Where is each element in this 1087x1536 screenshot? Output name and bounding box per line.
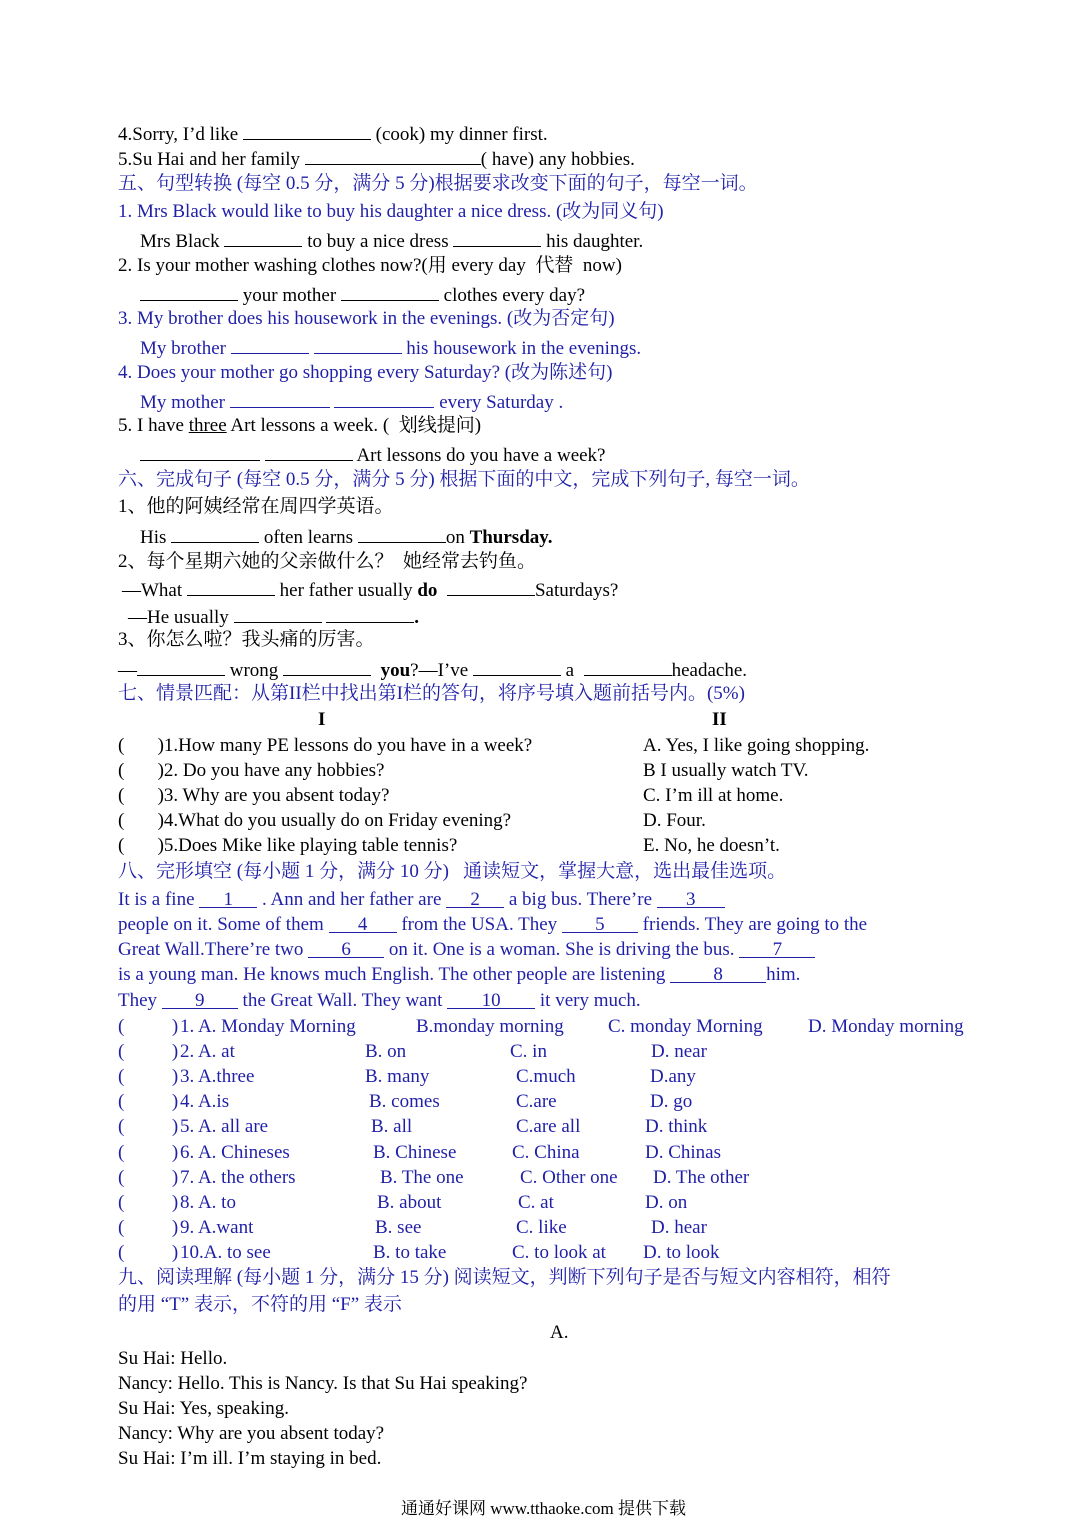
cloze-blank-5[interactable]: 5 bbox=[562, 914, 638, 933]
cloze-blank-7[interactable]: 7 bbox=[739, 939, 815, 958]
p5-q5-answer: Art lessons do you have a week? bbox=[140, 442, 606, 467]
match-right-e: E. No, he doesn’t. bbox=[643, 835, 780, 856]
part8-header: 八、完形填空 (每小题 1 分，满分 10 分) 通读短文，掌握大意，选出最佳选项。 bbox=[118, 861, 787, 882]
answer-bracket[interactable]: ( ) bbox=[118, 1241, 179, 1263]
cloze-line-3: Great Wall.There’re two 6 on it. One is a woman. She is driving the bus. 7 bbox=[118, 939, 815, 961]
dialog-line-5: Su Hai: I’m ill. I’m staying in bed. bbox=[118, 1448, 382, 1469]
p5-q4: 4. Does your mother go shopping every Saturday? (改为陈述句) bbox=[118, 362, 613, 383]
cloze-option[interactable]: C. in bbox=[510, 1041, 547, 1063]
blank[interactable] bbox=[230, 389, 330, 408]
p5-q2: 2. Is your mother washing clothes now?(用 every day 代替 now) bbox=[118, 255, 622, 276]
blank[interactable] bbox=[358, 524, 446, 543]
cloze-option[interactable]: C. like bbox=[516, 1216, 567, 1238]
answer-bracket[interactable]: ( ) bbox=[118, 1166, 179, 1188]
p6-q1: 1、他的阿姨经常在周四学英语。 bbox=[118, 496, 394, 517]
blank[interactable] bbox=[137, 657, 225, 676]
cloze-line-1: It is a fine 1 . Ann and her father are 2 a big bus. There’re 3 bbox=[118, 889, 725, 911]
blank[interactable] bbox=[305, 146, 481, 165]
blank[interactable] bbox=[334, 389, 434, 408]
cloze-option[interactable]: B. on bbox=[365, 1041, 407, 1063]
blank[interactable] bbox=[314, 335, 402, 354]
cloze-option[interactable]: B. The one bbox=[380, 1166, 464, 1188]
dialog-line-2: Nancy: Hello. This is Nancy. Is that Su Hai speaking? bbox=[118, 1373, 528, 1394]
blank[interactable] bbox=[326, 604, 414, 623]
match-right-b: B I usually watch TV. bbox=[643, 760, 809, 781]
cloze-option[interactable]: C. Other one bbox=[520, 1166, 618, 1188]
column-ii-heading: II bbox=[712, 709, 727, 730]
p6-q3: 3、你怎么啦？我头痛的厉害。 bbox=[118, 629, 375, 650]
p6-q3-answer: — wrong you?—I’ve a headache. bbox=[118, 657, 747, 682]
blank[interactable] bbox=[283, 657, 371, 676]
blank[interactable] bbox=[187, 577, 275, 596]
cloze-blank-8[interactable]: 8 bbox=[670, 964, 766, 983]
cloze-option[interactable]: D. The other bbox=[653, 1166, 750, 1188]
p6-q1-answer: His often learns on Thursday. bbox=[140, 524, 552, 549]
cloze-option[interactable]: 1. A. Monday Morning bbox=[180, 1016, 356, 1037]
cloze-option[interactable]: D. hear bbox=[651, 1216, 707, 1238]
cloze-option[interactable]: B. all bbox=[371, 1116, 413, 1138]
blank[interactable] bbox=[171, 524, 259, 543]
blank[interactable] bbox=[243, 121, 371, 140]
p5-q1: 1. Mrs Black would like to buy his daughter a nice dress. (改为同义句) bbox=[118, 201, 664, 222]
cloze-option[interactable]: C. China bbox=[512, 1141, 580, 1163]
blank[interactable] bbox=[265, 442, 353, 461]
cloze-option[interactable]: 10.A. to see bbox=[180, 1241, 271, 1263]
match-left-1[interactable]: ( )1.How many PE lessons do you have in a week? bbox=[118, 735, 533, 756]
blank[interactable] bbox=[224, 228, 302, 247]
cloze-option[interactable]: C. monday Morning bbox=[608, 1016, 763, 1037]
p6-q2-answer-b: —He usually . bbox=[128, 604, 419, 629]
match-left-3[interactable]: ( )3. Why are you absent today? bbox=[118, 785, 390, 806]
blank[interactable] bbox=[447, 577, 535, 596]
dialog-line-1: Su Hai: Hello. bbox=[118, 1348, 228, 1369]
cloze-option[interactable]: 7. A. the others bbox=[180, 1166, 296, 1188]
cloze-option[interactable]: B. many bbox=[365, 1066, 430, 1088]
column-i-heading: I bbox=[318, 709, 326, 730]
cloze-option[interactable]: B. comes bbox=[369, 1091, 440, 1113]
footer-credit: 通通好课网 www.tthaoke.com 提供下载 bbox=[400, 1499, 687, 1518]
cloze-blank-3[interactable]: 3 bbox=[657, 889, 725, 908]
cloze-option[interactable]: B. see bbox=[375, 1216, 422, 1238]
match-right-d: D. Four. bbox=[643, 810, 706, 831]
cloze-line-4: is a young man. He knows much English. The other people are listening 8 him. bbox=[118, 964, 801, 985]
answer-bracket[interactable]: ( ) bbox=[118, 1016, 179, 1037]
answer-bracket[interactable]: ( ) bbox=[118, 1141, 179, 1163]
part6-header: 六、完成句子 (每空 0.5 分，满分 5 分) 根据下面的中文，完成下列句子, 每空一词。 bbox=[118, 469, 810, 490]
answer-bracket[interactable]: ( ) bbox=[118, 1041, 179, 1063]
part9-header-2: 的用 “T” 表示，不符的用 “F” 表示 bbox=[118, 1294, 402, 1315]
cloze-option[interactable]: B. to take bbox=[373, 1241, 447, 1263]
passage-title: A. bbox=[550, 1322, 569, 1343]
blank[interactable] bbox=[584, 657, 672, 676]
cloze-option[interactable]: 4. A.is bbox=[180, 1091, 230, 1113]
p5-q4-answer: My mother every Saturday . bbox=[140, 389, 563, 414]
match-right-c: C. I’m ill at home. bbox=[643, 785, 784, 806]
cloze-option[interactable]: B. about bbox=[377, 1191, 442, 1213]
cloze-option[interactable]: D. go bbox=[650, 1091, 693, 1113]
answer-bracket[interactable]: ( ) bbox=[118, 1191, 179, 1213]
cloze-option[interactable]: 6. A. Chineses bbox=[180, 1141, 290, 1163]
p5-q3-answer: My brother his housework in the evenings. bbox=[140, 335, 641, 360]
cloze-blank-4[interactable]: 4 bbox=[329, 914, 397, 933]
cloze-line-2: people on it. Some of them 4 from the USA. They 5 friends. They are going to the bbox=[118, 914, 868, 935]
match-left-5[interactable]: ( )5.Does Mike like playing table tennis? bbox=[118, 835, 458, 856]
match-left-2[interactable]: ( )2. Do you have any hobbies? bbox=[118, 760, 385, 781]
cloze-option[interactable]: 3. A.three bbox=[180, 1066, 255, 1088]
cloze-option[interactable]: C. to look at bbox=[512, 1241, 606, 1263]
cloze-option[interactable]: D. on bbox=[645, 1191, 688, 1213]
p4-q5: 5.Su Hai and her family ( have) any hobbies. bbox=[118, 146, 635, 171]
cloze-option[interactable]: D. near bbox=[651, 1041, 707, 1063]
match-left-4[interactable]: ( )4.What do you usually do on Friday evening? bbox=[118, 810, 512, 831]
blank[interactable] bbox=[231, 335, 309, 354]
cloze-blank-9[interactable]: 9 bbox=[162, 990, 238, 1009]
cloze-blank-10[interactable]: 10 bbox=[447, 990, 535, 1009]
cloze-option[interactable]: 5. A. all are bbox=[180, 1116, 269, 1138]
cloze-option[interactable]: C. at bbox=[518, 1191, 554, 1213]
part9-header-1: 九、阅读理解 (每小题 1 分，满分 15 分) 阅读短文，判断下列句子是否与短文内容相符，相符 bbox=[118, 1267, 891, 1288]
cloze-option[interactable]: 8. A. to bbox=[180, 1191, 236, 1213]
blank[interactable] bbox=[473, 657, 561, 676]
p6-q2-answer: —What her father usually do Saturdays? bbox=[122, 577, 618, 602]
p5-q5: 5. I have three Art lessons a week. ( 划线提问) bbox=[118, 415, 482, 436]
answer-bracket[interactable]: ( ) bbox=[118, 1216, 179, 1238]
p6-q2: 2、每个星期六她的父亲做什么？ 她经常去钓鱼。 bbox=[118, 551, 537, 572]
dialog-line-3: Su Hai: Yes, speaking. bbox=[118, 1398, 290, 1419]
cloze-option[interactable]: C.are bbox=[516, 1091, 557, 1113]
p5-q3: 3. My brother does his housework in the evenings. (改为否定句) bbox=[118, 308, 615, 329]
p5-q2-answer: your mother clothes every day? bbox=[140, 282, 585, 307]
answer-bracket[interactable]: ( ) bbox=[118, 1091, 179, 1113]
cloze-option[interactable]: D. think bbox=[645, 1116, 708, 1138]
cloze-option[interactable]: B. Chinese bbox=[373, 1141, 457, 1163]
blank[interactable] bbox=[234, 604, 322, 623]
cloze-option[interactable]: D. Monday morning bbox=[808, 1016, 964, 1037]
cloze-blank-6[interactable]: 6 bbox=[308, 939, 384, 958]
cloze-option[interactable]: D.any bbox=[650, 1066, 696, 1088]
answer-bracket[interactable]: ( ) bbox=[118, 1116, 179, 1138]
part7-header: 七、情景匹配：从第II栏中找出第I栏的答句，将序号填入题前括号内。(5%) bbox=[118, 683, 745, 704]
part5-header: 五、句型转换 (每空 0.5 分，满分 5 分)根据要求改变下面的句子，每空一词。 bbox=[118, 173, 758, 194]
p4-q4: 4.Sorry, I’d like (cook) my dinner first. bbox=[118, 121, 548, 146]
match-right-a: A. Yes, I like going shopping. bbox=[643, 735, 870, 756]
cloze-blank-2[interactable]: 2 bbox=[446, 889, 504, 908]
answer-bracket[interactable]: ( ) bbox=[118, 1066, 179, 1088]
cloze-option[interactable]: C.are all bbox=[516, 1116, 581, 1138]
blank[interactable] bbox=[341, 282, 439, 301]
cloze-blank-1[interactable]: 1 bbox=[199, 889, 257, 908]
cloze-option[interactable]: D. Chinas bbox=[645, 1141, 721, 1163]
blank[interactable] bbox=[140, 282, 238, 301]
cloze-option[interactable]: 2. A. at bbox=[180, 1041, 235, 1063]
cloze-option[interactable]: B.monday morning bbox=[416, 1016, 564, 1037]
dialog-line-4: Nancy: Why are you absent today? bbox=[118, 1423, 385, 1444]
cloze-option[interactable]: 9. A.want bbox=[180, 1216, 254, 1238]
cloze-line-5: They 9 the Great Wall. They want 10 it very much. bbox=[118, 990, 641, 1011]
blank[interactable] bbox=[453, 228, 541, 247]
p5-q1-answer: Mrs Black to buy a nice dress his daughter. bbox=[140, 228, 643, 253]
cloze-option[interactable]: C.much bbox=[516, 1066, 576, 1088]
cloze-option[interactable]: D. to look bbox=[643, 1241, 720, 1263]
blank[interactable] bbox=[140, 442, 260, 461]
